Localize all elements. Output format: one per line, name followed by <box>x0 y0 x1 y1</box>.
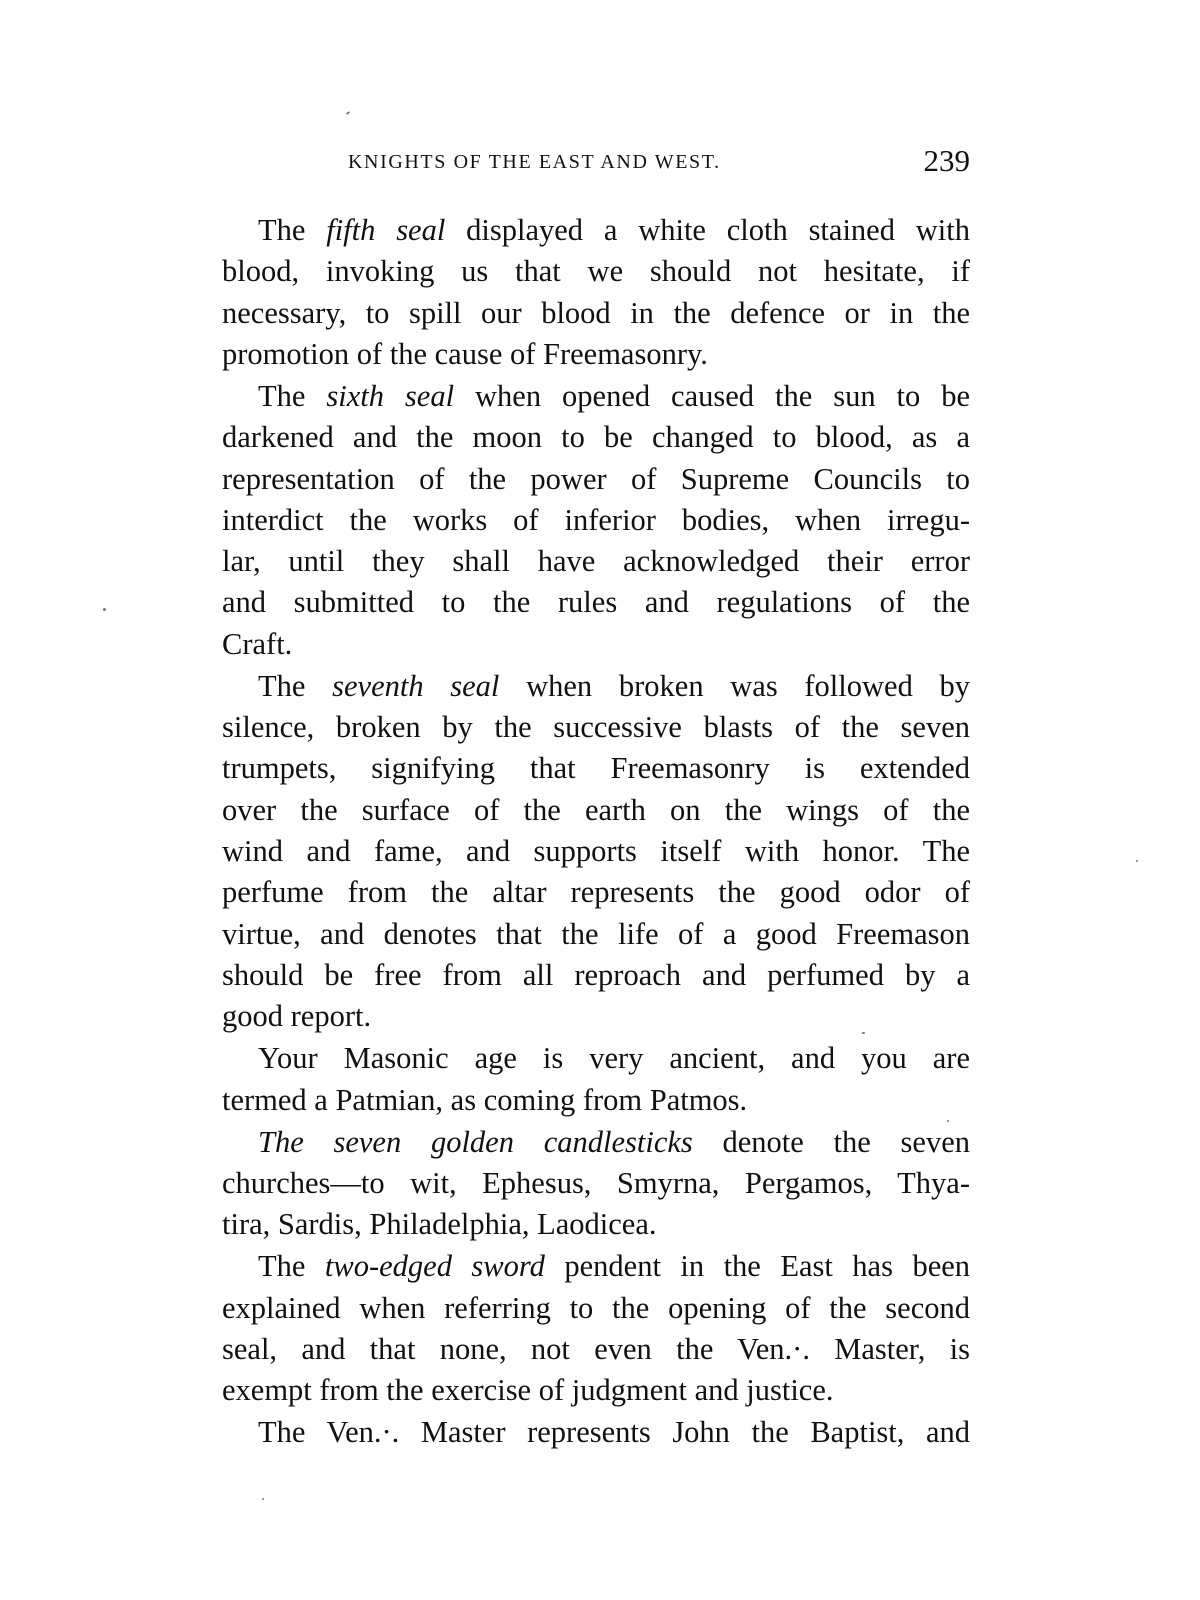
text-line: seal, and that none, not even the Ven.·. Master, is <box>222 1332 970 1366</box>
scan-speck <box>947 1120 949 1122</box>
text-line: blood, invoking us that we should not hesitate, if <box>222 254 970 289</box>
text-line: good report. <box>222 999 372 1034</box>
italic-term: fifth seal <box>326 213 446 247</box>
text-run: pendent in the East has been <box>544 1249 970 1284</box>
text-run: denote the seven <box>692 1124 970 1159</box>
text-line: virtue, and denotes that the life of a good Freemason <box>222 916 970 951</box>
page-number: 239 <box>923 143 970 178</box>
text-line: The Ven.·. Master represents John the Baptist, and <box>258 1415 970 1450</box>
text-run: The <box>258 668 333 703</box>
running-title: KNIGHTS OF THE EAST AND WEST. <box>348 151 721 173</box>
text-run: The <box>258 378 327 413</box>
text-line: perfume from the altar represents the good odor of <box>222 875 970 910</box>
italic-term: sixth seal <box>326 378 455 413</box>
text-line: over the surface of the earth on the wings of the <box>222 792 970 827</box>
paragraph <box>222 1246 970 1411</box>
text-line: exempt from the exercise of judgment and justice. <box>222 1373 834 1408</box>
scan-speck <box>346 111 350 115</box>
italic-term: two-edged sword <box>324 1249 545 1284</box>
text-run: The <box>258 213 327 247</box>
paragraph <box>222 666 970 1038</box>
text-line: promotion of the cause of Freemasonry. <box>222 336 708 371</box>
paragraph <box>222 1038 970 1121</box>
paragraph <box>222 1412 970 1453</box>
text-line: necessary, to spill our blood in the defence or in the <box>222 295 970 330</box>
text-line: and submitted to the rules and regulations of the <box>222 585 970 620</box>
text-line: explained when referring to the opening of the second <box>222 1290 970 1325</box>
text-line: termed a Patmian, as coming from Patmos. <box>222 1082 748 1117</box>
text-line: representation of the power of Supreme Councils to <box>222 461 970 496</box>
italic-term: seventh seal <box>332 668 500 703</box>
text-line: silence, broken by the successive blasts of the seven <box>222 710 970 745</box>
text-run: when broken was followed by <box>499 668 970 703</box>
text-line: interdict the works of inferior bodies, when irregu- <box>222 502 970 537</box>
scan-speck <box>103 608 106 611</box>
text-line: lar, until they shall have acknowledged their error <box>222 544 970 579</box>
scan-speck <box>262 1498 264 1500</box>
scan-speck <box>1136 860 1138 862</box>
italic-term: The seven golden candlesticks <box>258 1124 693 1159</box>
text-line <box>222 210 970 251</box>
text-line: darkened and the moon to be changed to blood, as a <box>222 420 970 455</box>
text-line <box>222 376 970 417</box>
text-line: tira, Sardis, Philadelphia, Laodicea. <box>222 1207 657 1242</box>
text-line: should be free from all reproach and perfumed by a <box>222 957 970 992</box>
body-text <box>222 210 970 1454</box>
text-line <box>222 666 970 707</box>
text-line <box>222 1246 970 1287</box>
text-line: Craft. <box>222 626 293 661</box>
text-run: displayed a white cloth stained with <box>445 213 970 247</box>
scan-speck <box>862 1032 865 1034</box>
text-line: wind and fame, and supports itself with honor. The <box>222 834 970 869</box>
text-run: when opened caused the sun to be <box>454 378 970 413</box>
paragraph <box>222 210 970 375</box>
text-line <box>222 1122 970 1163</box>
text-run: The <box>258 1249 325 1284</box>
text-line: churches—to wit, Ephesus, Smyrna, Pergamos, Thya- <box>222 1166 970 1201</box>
text-line: trumpets, signifying that Freemasonry is extended <box>222 751 970 786</box>
paragraph <box>222 1122 970 1246</box>
running-head <box>222 145 970 185</box>
paragraph <box>222 376 970 665</box>
text-line: Your Masonic age is very ancient, and you are <box>258 1041 970 1076</box>
